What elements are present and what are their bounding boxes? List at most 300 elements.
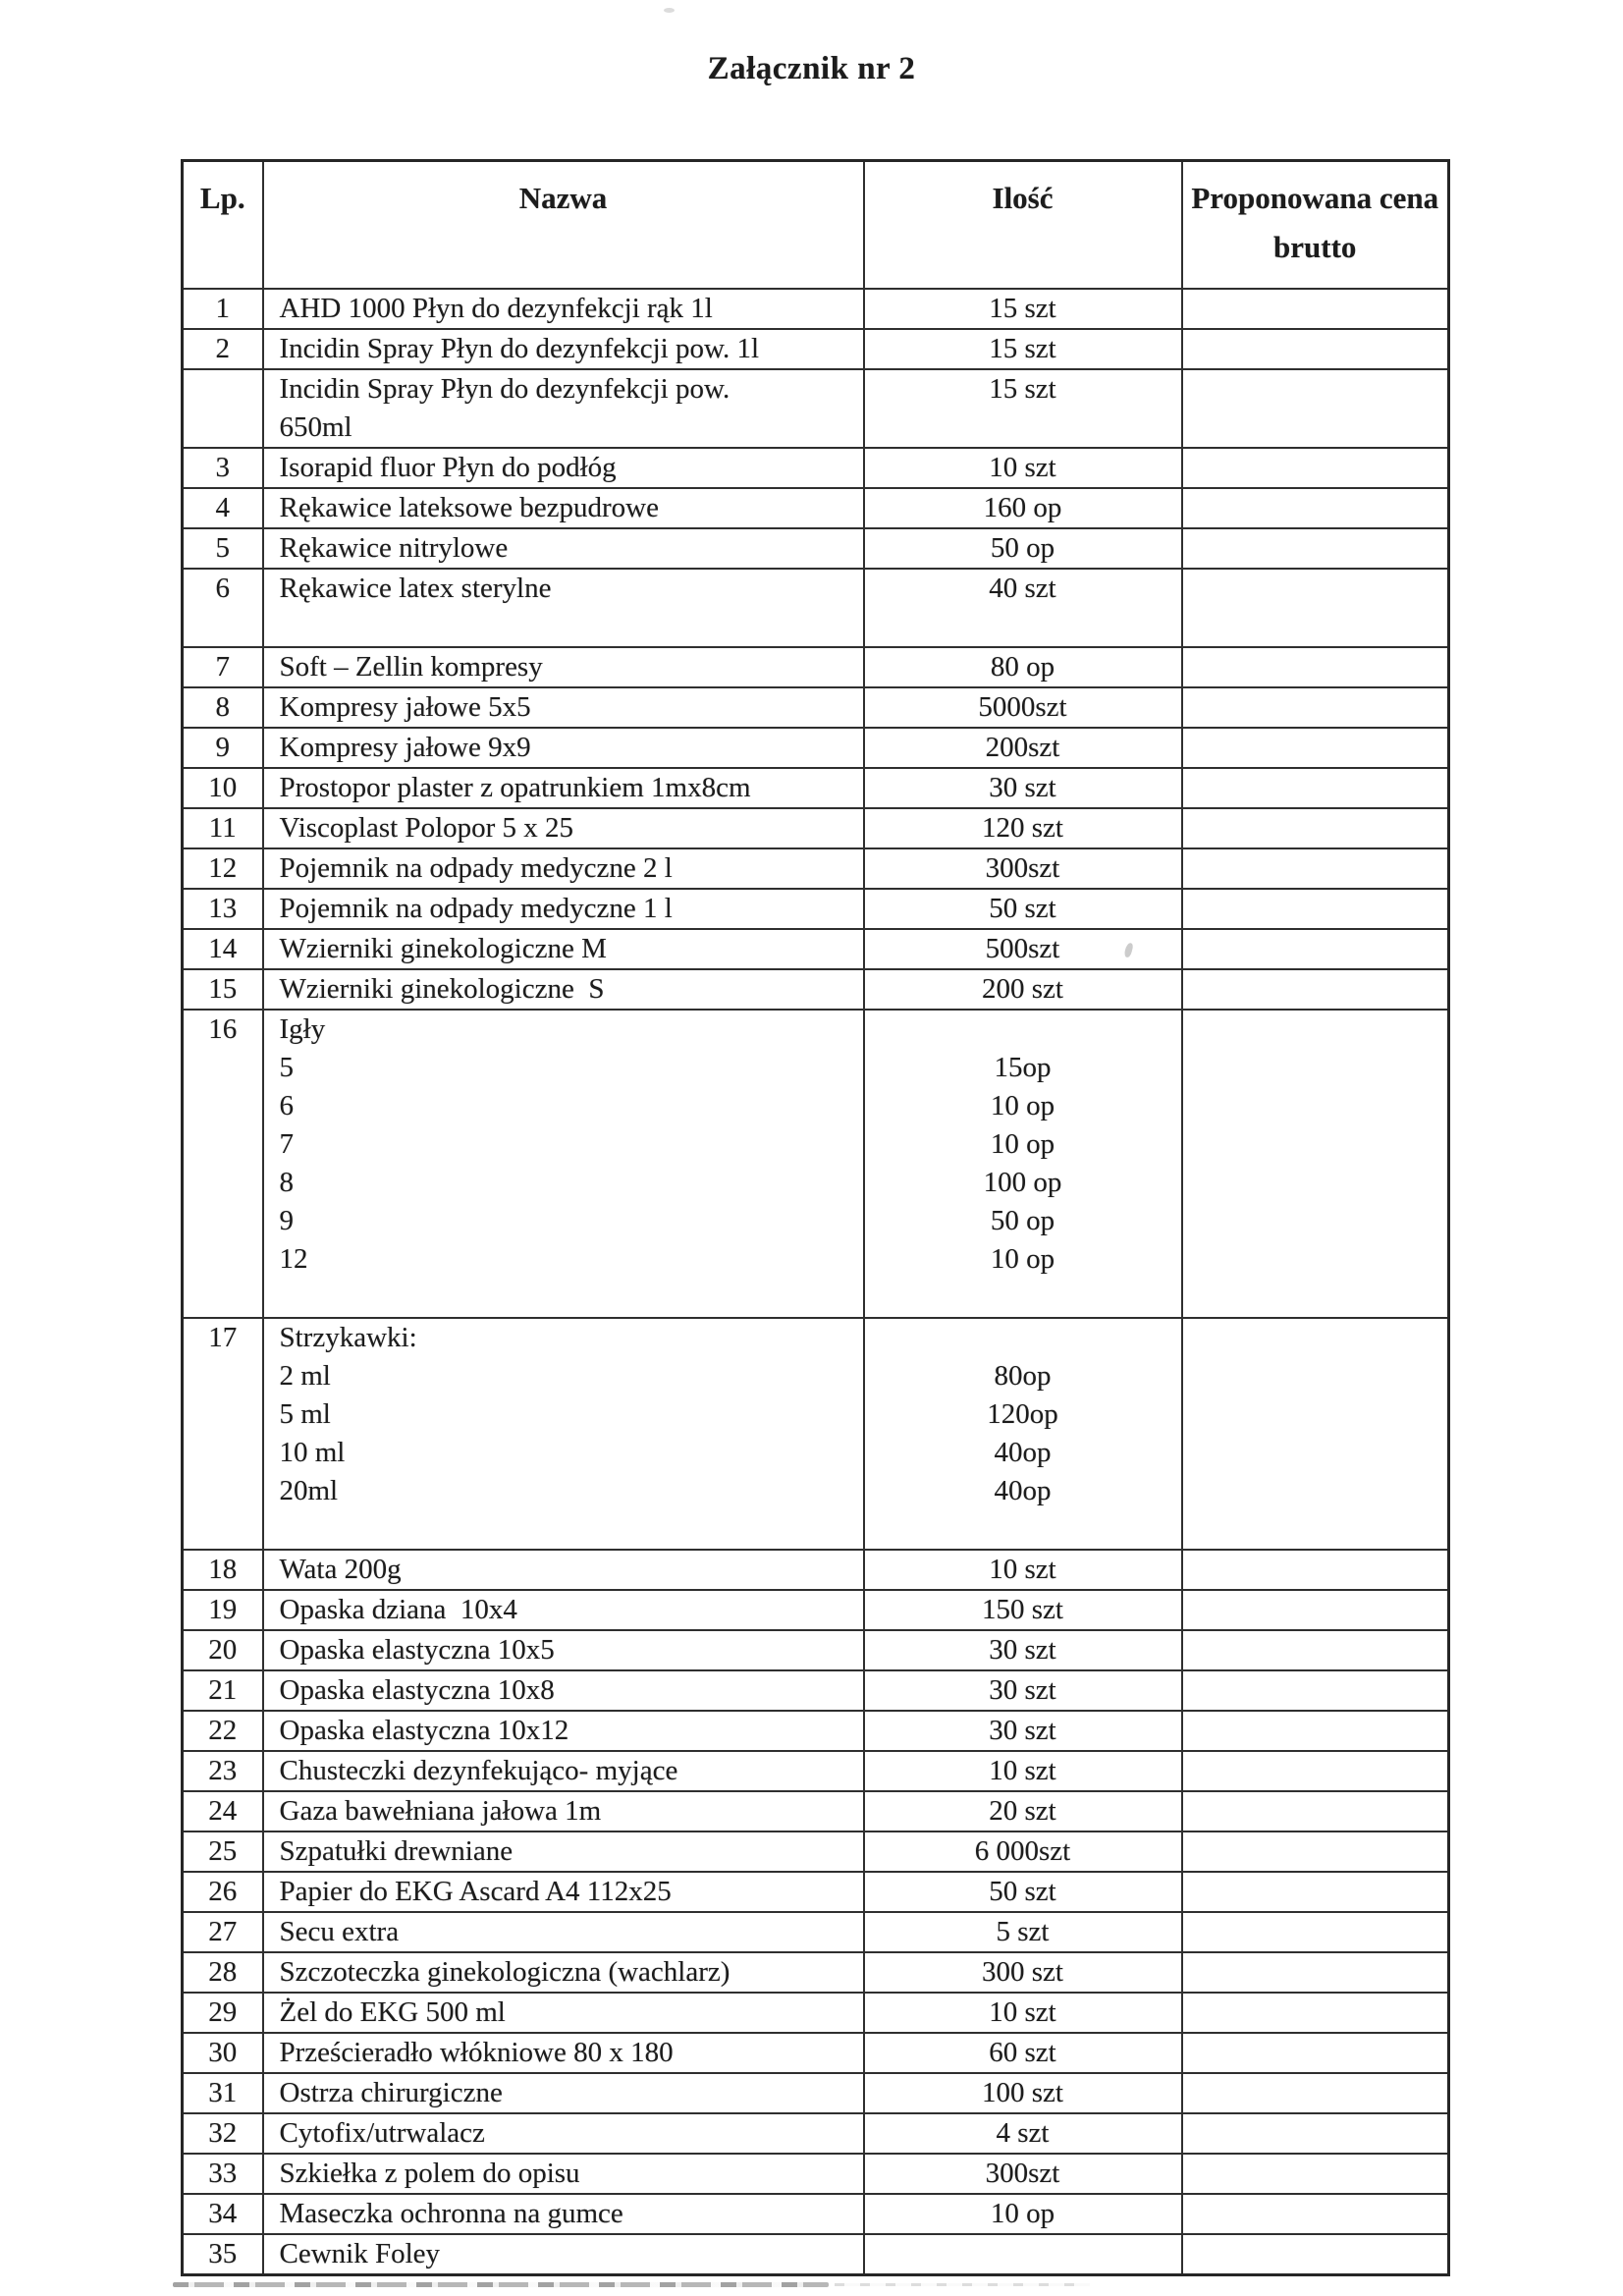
cell-lp-line: 7 [215, 651, 230, 683]
cell-name-line: Maseczka ochronna na gumce [279, 2198, 623, 2229]
table-row [183, 1590, 1449, 1630]
table-row [183, 848, 1449, 889]
cell-price-line [1183, 1671, 1448, 1710]
cell-lp-line: 23 [208, 1755, 238, 1786]
cell-qty [864, 569, 1182, 647]
cell-price [1182, 1952, 1449, 1993]
cell-price-line [1183, 1792, 1448, 1831]
cell-name [263, 369, 864, 448]
cell-lp [183, 2113, 263, 2154]
cell-qty-line: 4 szt [996, 2117, 1050, 2149]
cell-qty [864, 448, 1182, 488]
cell-name-line: Incidin Spray Płyn do dezynfekcji pow. 1l [279, 333, 760, 364]
cell-price-line [1183, 729, 1448, 767]
cell-price [1182, 1751, 1449, 1791]
cell-name [263, 848, 864, 889]
cell-name-line: Soft – Zellin kompresy [279, 651, 543, 683]
table-row [183, 1751, 1449, 1791]
table-row [183, 2194, 1449, 2234]
cell-price-line [1183, 970, 1448, 1009]
cell-qty-line: 300szt [985, 852, 1060, 884]
cell-lp-line: 10 [208, 772, 238, 803]
cell-price [1182, 2234, 1449, 2275]
cell-name [263, 1791, 864, 1831]
cell-name-line: Gaza bawełniana jałowa 1m [279, 1795, 602, 1827]
table-row [183, 569, 1449, 647]
cell-lp [183, 1590, 263, 1630]
cell-name [263, 1751, 864, 1791]
cell-name [263, 448, 864, 488]
cell-name-line: Kompresy jałowe 5x5 [279, 691, 531, 723]
table-row [183, 2113, 1449, 2154]
cell-price [1182, 369, 1449, 448]
cell-lp [183, 2234, 263, 2275]
cell-name [263, 289, 864, 329]
cell-qty-line: 150 szt [982, 1594, 1063, 1625]
cell-lp-line: 29 [208, 1996, 238, 2028]
cell-qty-line: 50 szt [989, 893, 1056, 924]
cell-lp [183, 1711, 263, 1751]
cell-lp-line: 26 [208, 1876, 238, 1907]
cell-lp [183, 2194, 263, 2234]
cell-name-line: Szpatułki drewniane [279, 1835, 514, 1867]
cell-name [263, 929, 864, 969]
cell-lp [183, 1670, 263, 1711]
table-row [183, 687, 1449, 728]
table-row [183, 2033, 1449, 2073]
cell-lp [183, 2154, 263, 2194]
cell-price [1182, 1872, 1449, 1912]
cell-price [1182, 329, 1449, 369]
cell-price [1182, 808, 1449, 848]
cell-lp [183, 768, 263, 808]
cell-name-line: Papier do EKG Ascard A4 112x25 [279, 1876, 672, 1907]
header-name: Nazwa [263, 161, 864, 290]
cell-qty-line [865, 1319, 1181, 1357]
page-title: Załącznik nr 2 [707, 51, 916, 86]
cell-name-line: 20ml [279, 1475, 339, 1506]
table-row [183, 808, 1449, 848]
cell-name-line: Rękawice lateksowe bezpudrowe [279, 492, 660, 523]
table-row [183, 1993, 1449, 2033]
cell-lp [183, 2073, 263, 2113]
cell-price [1182, 2113, 1449, 2154]
cell-lp [183, 728, 263, 768]
cell-price [1182, 1831, 1449, 1872]
cell-qty [864, 2154, 1182, 2194]
cell-lp [183, 1550, 263, 1590]
table-row [183, 2154, 1449, 2194]
cell-price-line [1183, 1994, 1448, 2032]
cell-price-line [1183, 688, 1448, 727]
cell-name [263, 969, 864, 1010]
cell-lp-line: 28 [208, 1956, 238, 1988]
scan-artifact-bottom-smudge-2 [835, 2283, 1090, 2286]
table-row [183, 1670, 1449, 1711]
cell-price-line [1183, 290, 1448, 328]
cell-price-line [1183, 769, 1448, 807]
header-price: Proponowana cena brutto [1182, 161, 1449, 290]
cell-price-line [1183, 1913, 1448, 1951]
cell-price [1182, 848, 1449, 889]
cell-price [1182, 1711, 1449, 1751]
cell-qty-line: 10 op [990, 1243, 1055, 1275]
cell-lp-line: 24 [208, 1795, 238, 1827]
cell-price-line [1183, 529, 1448, 568]
cell-lp-line: 27 [208, 1916, 238, 1947]
cell-qty-line [865, 1011, 1181, 1049]
cell-lp-line: 18 [208, 1554, 238, 1585]
table-row [183, 289, 1449, 329]
cell-price-line [1183, 2034, 1448, 2072]
cell-lp-line: 21 [208, 1674, 238, 1706]
cell-qty-line: 10 op [990, 1128, 1055, 1160]
cell-name-line: Secu extra [279, 1916, 400, 1947]
cell-qty [864, 1791, 1182, 1831]
cell-qty-line: 300 szt [982, 1956, 1063, 1988]
cell-name-line: Isorapid fluor Płyn do podłóg [279, 452, 617, 483]
cell-qty [864, 2033, 1182, 2073]
cell-price-line [1183, 449, 1448, 487]
cell-lp [183, 1993, 263, 2033]
cell-lp [183, 929, 263, 969]
cell-price [1182, 1318, 1449, 1550]
cell-name-line [264, 1510, 863, 1549]
cell-qty-line: 5000szt [978, 691, 1067, 723]
table-row [183, 728, 1449, 768]
cell-lp [183, 1872, 263, 1912]
cell-qty [864, 647, 1182, 687]
cell-qty [864, 1993, 1182, 2033]
cell-name [263, 808, 864, 848]
cell-qty [864, 889, 1182, 929]
table-row [183, 1318, 1449, 1550]
cell-qty [864, 1952, 1182, 1993]
table-row [183, 1952, 1449, 1993]
cell-price [1182, 2073, 1449, 2113]
cell-qty [864, 1872, 1182, 1912]
table-row [183, 2073, 1449, 2113]
cell-qty-line: 20 szt [989, 1795, 1056, 1827]
cell-lp-line: 30 [208, 2037, 238, 2068]
cell-name [263, 1711, 864, 1751]
cell-name [263, 1550, 864, 1590]
cell-lp [183, 1791, 263, 1831]
cell-price-line [1183, 1319, 1448, 1357]
table-row [183, 329, 1449, 369]
cell-lp-line: 1 [215, 293, 230, 324]
cell-name-line: Cytofix/utrwalacz [279, 2117, 485, 2149]
cell-qty-line: 6 000szt [974, 1835, 1071, 1867]
cell-lp-line: 13 [208, 893, 238, 924]
cell-qty-line: 30 szt [989, 1634, 1056, 1666]
cell-price-line [1183, 2155, 1448, 2193]
cell-lp-line: 6 [215, 573, 230, 604]
cell-price [1182, 1550, 1449, 1590]
cell-name [263, 2154, 864, 2194]
cell-price [1182, 2154, 1449, 2194]
cell-name [263, 647, 864, 687]
cell-price-line [1183, 2074, 1448, 2112]
cell-lp-line: 15 [208, 973, 238, 1005]
cell-qty-line: 15 szt [989, 293, 1056, 324]
cell-qty [864, 1630, 1182, 1670]
cell-price-line [1183, 2235, 1448, 2273]
cell-price-line [1183, 1752, 1448, 1790]
cell-qty [864, 1912, 1182, 1952]
cell-lp [183, 808, 263, 848]
cell-qty [864, 848, 1182, 889]
cell-qty-line: 60 szt [989, 2037, 1056, 2068]
cell-price [1182, 1791, 1449, 1831]
cell-qty [864, 1550, 1182, 1590]
cell-price [1182, 2033, 1449, 2073]
table-row [183, 1630, 1449, 1670]
cell-lp-line: 11 [208, 812, 237, 844]
header-lp: Lp. [183, 161, 263, 290]
cell-price [1182, 289, 1449, 329]
table-row [183, 1912, 1449, 1952]
cell-lp [183, 1318, 263, 1550]
cell-lp-line: 3 [215, 452, 230, 483]
cell-qty-line [865, 2235, 1181, 2273]
cell-qty [864, 2234, 1182, 2275]
table-row [183, 488, 1449, 528]
cell-name-line: Żel do EKG 500 ml [279, 1996, 506, 2028]
cell-name-line: Wzierniki ginekologiczne S [279, 973, 605, 1005]
cell-name [263, 768, 864, 808]
cell-name-line: 9 [279, 1205, 294, 1236]
table-row [183, 1791, 1449, 1831]
cell-price [1182, 728, 1449, 768]
cell-qty-line: 5 szt [996, 1916, 1050, 1947]
cell-qty-line: 50 op [990, 1205, 1055, 1236]
table-row [183, 768, 1449, 808]
cell-price [1182, 1590, 1449, 1630]
cell-name [263, 2033, 864, 2073]
cell-name-line: 5 [279, 1052, 294, 1083]
cell-qty [864, 528, 1182, 569]
cell-price-line [1183, 890, 1448, 928]
cell-name [263, 1993, 864, 2033]
cell-lp [183, 329, 263, 369]
cell-price [1182, 569, 1449, 647]
cell-name-line: Szczoteczka ginekologiczna (wachlarz) [279, 1956, 730, 1988]
cell-qty [864, 1010, 1182, 1318]
cell-qty-line: 200 szt [982, 973, 1063, 1005]
cell-qty [864, 289, 1182, 329]
cell-name [263, 2113, 864, 2154]
cell-name-line [264, 1279, 863, 1317]
cell-qty-line: 300szt [985, 2158, 1060, 2189]
cell-price-line [1183, 809, 1448, 847]
cell-price-line [1183, 370, 1448, 409]
cell-name [263, 1912, 864, 1952]
cell-name-line: Opaska elastyczna 10x5 [279, 1634, 555, 1666]
cell-lp-line: 32 [208, 2117, 238, 2149]
cell-name [263, 1831, 864, 1872]
cell-qty-line: 15op [994, 1052, 1052, 1083]
cell-price [1182, 1010, 1449, 1318]
cell-name [263, 2073, 864, 2113]
cell-price [1182, 448, 1449, 488]
table-row [183, 1711, 1449, 1751]
cell-name [263, 1590, 864, 1630]
table-row [183, 369, 1449, 448]
cell-lp-line: 35 [208, 2238, 238, 2269]
cell-price-line [1183, 1591, 1448, 1629]
cell-qty-line: 40 szt [989, 573, 1056, 604]
table-row [183, 889, 1449, 929]
cell-price [1182, 1630, 1449, 1670]
cell-price [1182, 768, 1449, 808]
cell-name-line: 7 [279, 1128, 294, 1160]
cell-lp [183, 1751, 263, 1791]
cell-name [263, 1670, 864, 1711]
table-row [183, 929, 1449, 969]
cell-price [1182, 1670, 1449, 1711]
cell-name-line: Igły [279, 1013, 326, 1045]
cell-price-line [1183, 489, 1448, 527]
cell-price-line [1183, 1832, 1448, 1871]
cell-lp [183, 969, 263, 1010]
cell-lp-line: 8 [215, 691, 230, 723]
cell-qty [864, 1711, 1182, 1751]
cell-name-line: Strzykawki: [279, 1322, 417, 1353]
cell-name-line: Szkiełka z polem do opisu [279, 2158, 580, 2189]
cell-price-line [1183, 2114, 1448, 2153]
cell-name [263, 329, 864, 369]
cell-qty-line: 10 szt [989, 1755, 1056, 1786]
cell-qty [864, 1751, 1182, 1791]
table-row [183, 1831, 1449, 1872]
cell-qty [864, 1318, 1182, 1550]
cell-qty [864, 329, 1182, 369]
cell-price [1182, 889, 1449, 929]
cell-name-line: Cewnik Foley [279, 2238, 441, 2269]
cell-qty-line: 15 szt [989, 373, 1056, 405]
cell-lp-line: 17 [208, 1322, 238, 1353]
cell-lp-line: 9 [215, 732, 230, 763]
cell-name-line: 12 [279, 1243, 308, 1275]
cell-name [263, 1630, 864, 1670]
cell-name [263, 1010, 864, 1318]
cell-name-line: Pojemnik na odpady medyczne 1 l [279, 893, 673, 924]
cell-lp-line: 34 [208, 2198, 238, 2229]
cell-name-line: 6 [279, 1090, 294, 1121]
cell-name-line: Opaska elastyczna 10x12 [279, 1715, 569, 1746]
cell-qty [864, 768, 1182, 808]
cell-name [263, 569, 864, 647]
cell-name [263, 2194, 864, 2234]
cell-lp [183, 1831, 263, 1872]
cell-qty [864, 369, 1182, 448]
header-qty: Ilość [864, 161, 1182, 290]
cell-qty-line: 80op [994, 1360, 1052, 1392]
cell-lp [183, 488, 263, 528]
items-table [181, 159, 1450, 2276]
cell-qty-line: 160 op [983, 492, 1062, 523]
cell-qty-line: 100 op [983, 1167, 1062, 1198]
cell-qty [864, 1831, 1182, 1872]
cell-price-line [1183, 1873, 1448, 1911]
cell-price-line [1183, 1953, 1448, 1992]
cell-qty [864, 1590, 1182, 1630]
cell-qty-line: 40op [994, 1475, 1052, 1506]
cell-name-line: Prześcieradło włókniowe 80 x 180 [279, 2037, 674, 2068]
cell-qty-line: 100 szt [982, 2077, 1063, 2108]
cell-name-line: Opaska dziana 10x4 [279, 1594, 517, 1625]
cell-lp-line: 25 [208, 1835, 238, 1867]
table-row [183, 528, 1449, 569]
table-row [183, 969, 1449, 1010]
cell-lp-line: 33 [208, 2158, 238, 2189]
cell-name-line: Rękawice nitrylowe [279, 532, 509, 564]
cell-name-line: Prostopor plaster z opatrunkiem 1mx8cm [279, 772, 751, 803]
cell-price [1182, 1912, 1449, 1952]
table-row [183, 1010, 1449, 1318]
cell-price [1182, 528, 1449, 569]
cell-name [263, 488, 864, 528]
cell-name-line: Ostrza chirurgiczne [279, 2077, 503, 2108]
cell-qty-line: 50 szt [989, 1876, 1056, 1907]
cell-qty [864, 687, 1182, 728]
cell-price [1182, 2194, 1449, 2234]
cell-name-line: Opaska elastyczna 10x8 [279, 1674, 555, 1706]
table-row [183, 448, 1449, 488]
cell-lp-line: 12 [208, 852, 238, 884]
cell-qty-line: 10 szt [989, 1996, 1056, 2028]
cell-qty-line: 200szt [985, 732, 1060, 763]
table-header-row [183, 161, 1449, 290]
cell-price [1182, 488, 1449, 528]
cell-lp [183, 1912, 263, 1952]
cell-qty-line: 10 szt [989, 452, 1056, 483]
cell-name-line: Rękawice latex sterylne [279, 573, 552, 604]
cell-name-line: 650ml [279, 411, 352, 443]
cell-price-line [1183, 2195, 1448, 2233]
cell-name-line: Pojemnik na odpady medyczne 2 l [279, 852, 673, 884]
cell-lp-line: 4 [215, 492, 230, 523]
cell-qty-line: 120 szt [982, 812, 1063, 844]
cell-name [263, 687, 864, 728]
cell-lp [183, 687, 263, 728]
cell-lp-line: 16 [208, 1013, 238, 1045]
cell-name [263, 1872, 864, 1912]
cell-name [263, 728, 864, 768]
cell-lp [183, 647, 263, 687]
cell-lp [183, 369, 263, 448]
cell-lp-line: 2 [215, 333, 230, 364]
cell-qty-line: 500szt [985, 933, 1060, 964]
cell-qty [864, 808, 1182, 848]
cell-qty-line: 30 szt [989, 1674, 1056, 1706]
scan-artifact-bottom-smudge [173, 2282, 829, 2287]
cell-qty [864, 2113, 1182, 2154]
scan-artifact-top-dot [664, 8, 675, 13]
cell-name [263, 1318, 864, 1550]
cell-price-line [1183, 849, 1448, 888]
cell-lp-line [184, 370, 262, 409]
cell-qty [864, 488, 1182, 528]
cell-name-line: Incidin Spray Płyn do dezynfekcji pow. [279, 373, 730, 405]
cell-price-line [1183, 930, 1448, 968]
cell-qty-line: 10 op [990, 1090, 1055, 1121]
cell-lp [183, 448, 263, 488]
cell-name-line: Viscoplast Polopor 5 x 25 [279, 812, 574, 844]
cell-name-line: Wzierniki ginekologiczne M [279, 933, 607, 964]
cell-lp-line: 19 [208, 1594, 238, 1625]
